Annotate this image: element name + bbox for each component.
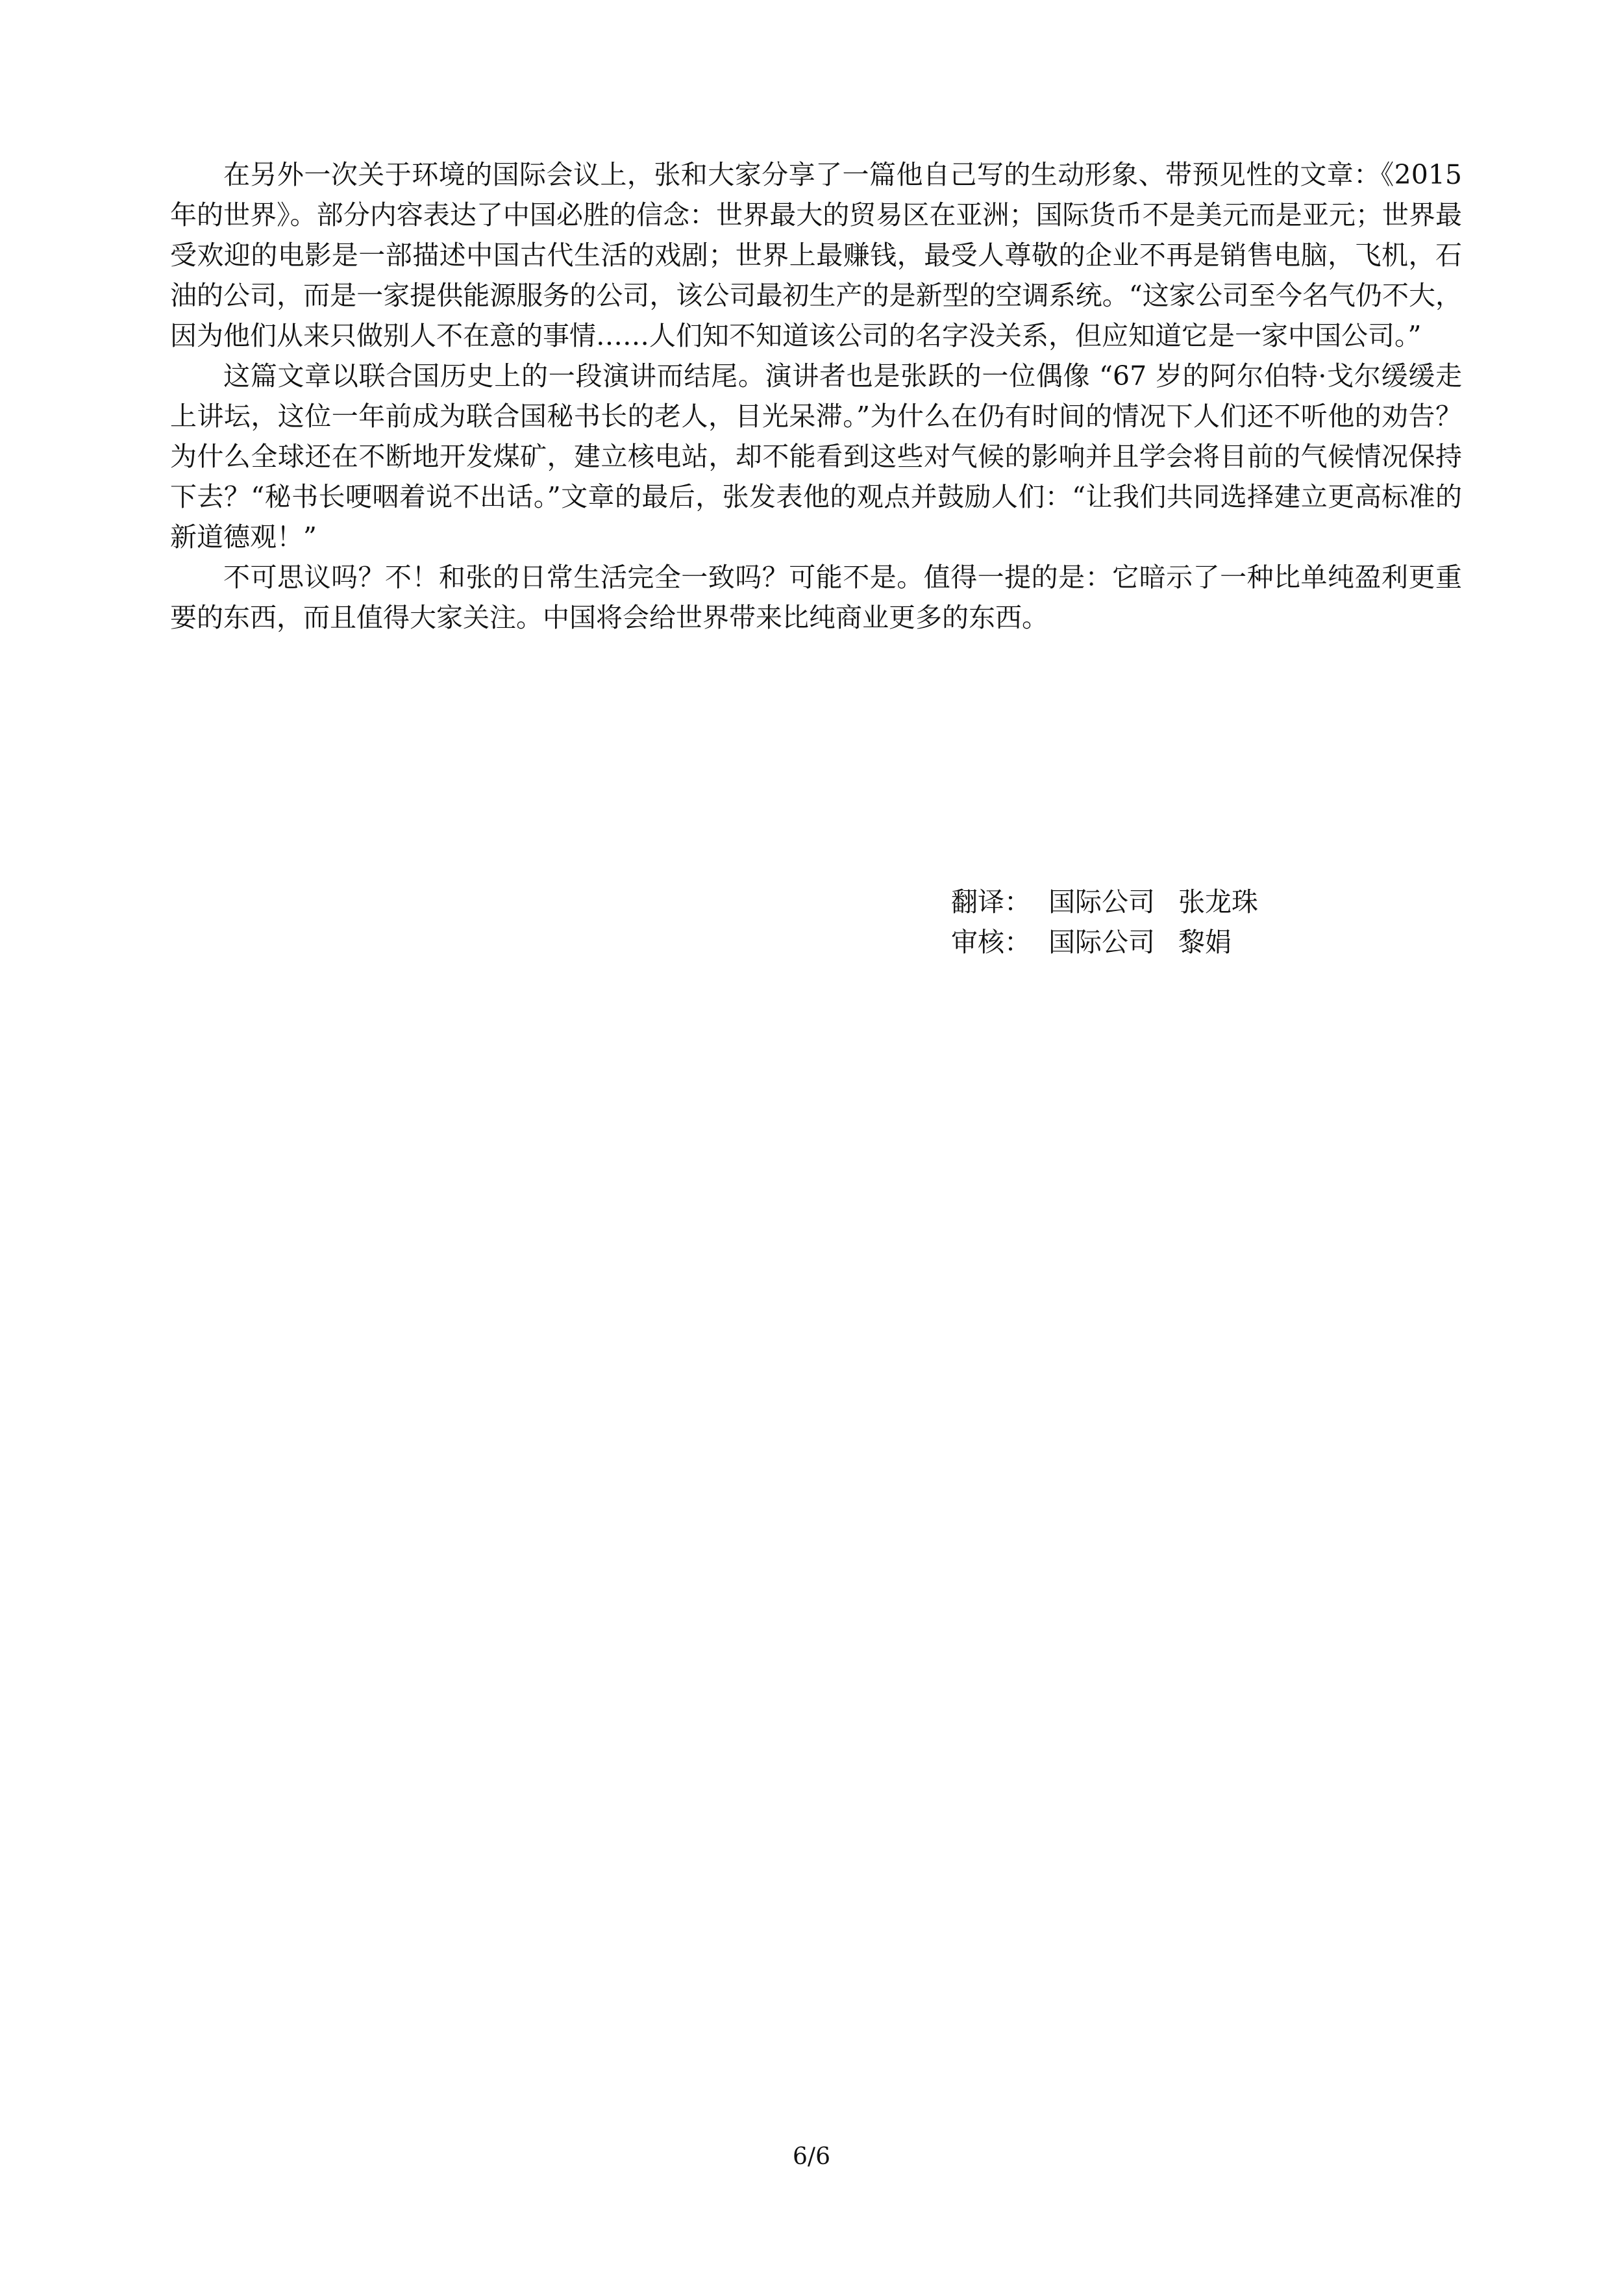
- article-body: [170, 155, 1462, 638]
- reviewer-credit: [951, 922, 1258, 962]
- paragraph-3: 不可思议吗？不！和张的日常生活完全一致吗？可能不是。值得一提的是：它暗示了一种比单纯盈利更重要的东西，而且值得大家关注。中国将会给世界带来比纯商业更多的东西。: [170, 562, 1462, 633]
- translator-org: 国际公司: [1048, 886, 1155, 917]
- translator-label: 翻译：: [951, 886, 1031, 917]
- credits-block: [951, 882, 1258, 962]
- translator-credit: [951, 882, 1258, 922]
- paragraph-1: 在另外一次关于环境的国际会议上，张和大家分享了一篇他自己写的生动形象、带预见性的文章：《2015 年的世界》。部分内容表达了中国必胜的信念：世界最大的贸易区在亚洲；国际货币不是美元而是亚元；世界最受欢迎的电影是一部描述中国古代生活的戏剧；世界上最赚钱，最受人尊敬的企业不再是销售电脑，飞机，石油的公司，而是一家提供能源服务的公司，该公司最初生产的是新型的空调系统。“这家公司至今名气仍不大，因为他们从来只做别人不在意的事情……人们知不知道该公司的名字没关系，但应知道它是一家中国公司。”: [170, 159, 1462, 351]
- translator-name: 张龙珠: [1178, 886, 1258, 917]
- reviewer-label: 审核：: [951, 927, 1031, 958]
- reviewer-org: 国际公司: [1048, 927, 1155, 958]
- reviewer-name: 黎娟: [1178, 927, 1232, 958]
- paragraph-2: 这篇文章以联合国历史上的一段演讲而结尾。演讲者也是张跃的一位偶像 “67 岁的阿尔伯特·戈尔缓缓走上讲坛，这位一年前成为联合国秘书长的老人，目光呆滞。”为什么在仍有时间的情况下人们还不听他的劝告？为什么全球还在不断地开发煤矿，建立核电站，却不能看到这些对气候的影响并且学会将目前的气候情况保持下去？“秘书长哽咽着说不出话。”文章的最后，张发表他的观点并鼓励人们：“让我们共同选择建立更高标准的新道德观！”: [170, 360, 1462, 553]
- page-number: 6/6: [793, 2143, 830, 2170]
